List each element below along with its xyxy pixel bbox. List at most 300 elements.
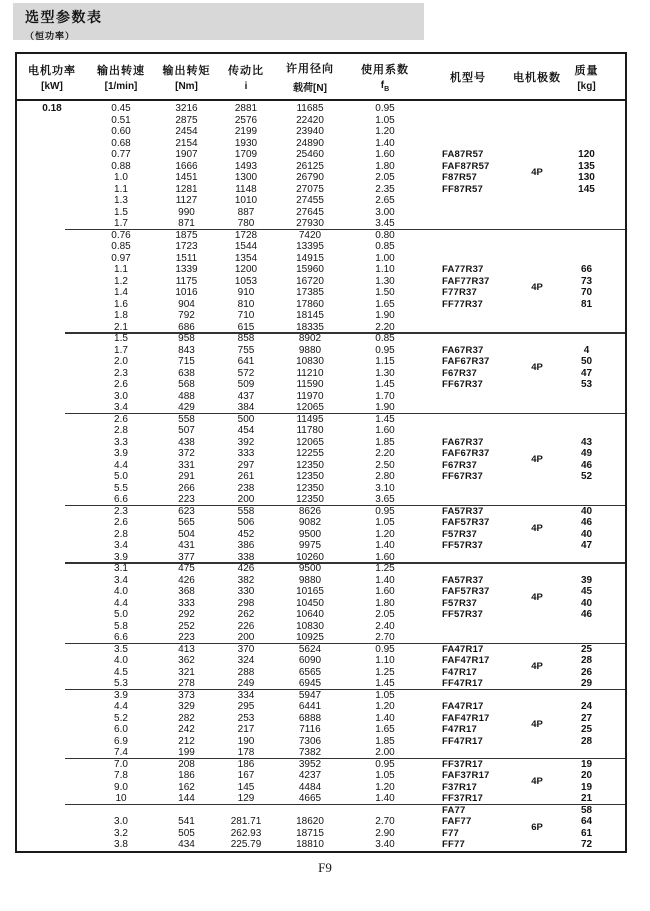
cell-model: FA57R37 (442, 505, 484, 517)
cell-motor-power (17, 575, 87, 587)
cell-service-factor: 2.20 (375, 448, 395, 459)
col-header-radial-load: 许用径向 载荷[N] (286, 62, 334, 94)
cell-ratio: 572 (237, 367, 255, 379)
cell-output-speed: 4.4 (114, 701, 128, 712)
cell-service-factor: 1.40 (375, 137, 395, 149)
cell-ratio: 2881 (234, 103, 258, 114)
cell-service-factor: 1.20 (375, 781, 395, 793)
cell-radial-load: 18335 (296, 321, 324, 333)
cell-mass (562, 425, 625, 437)
cell-motor-power (17, 724, 87, 736)
table-row (17, 563, 625, 575)
cell-motor-power (17, 207, 87, 219)
cell-mass: 52 (580, 471, 593, 482)
cell-ratio: 1728 (234, 229, 258, 241)
col-header-ratio: 传动比 i (228, 64, 264, 92)
cell-output-speed: 3.0 (114, 816, 128, 827)
cell-output-speed: 6.6 (114, 494, 128, 505)
cell-mass (562, 253, 625, 265)
cell-output-torque (155, 805, 218, 817)
cell-service-factor: 1.60 (375, 586, 395, 597)
cell-ratio (218, 805, 274, 817)
cell-mass: 40 (580, 505, 593, 517)
cell-ratio: 384 (237, 402, 255, 413)
cell-poles: 4P (531, 166, 543, 178)
cell-output-torque: 321 (178, 666, 195, 678)
cell-output-torque: 362 (178, 655, 195, 666)
cell-ratio: 500 (237, 413, 255, 425)
cell-output-speed: 3.1 (114, 563, 128, 574)
cell-output-torque: 2454 (175, 126, 198, 137)
cell-output-speed: 1.5 (114, 333, 128, 344)
cell-output-torque: 904 (178, 298, 195, 310)
cell-radial-load: 9880 (298, 574, 322, 586)
cell-service-factor: 1.80 (375, 160, 395, 172)
cell-radial-load: 26125 (296, 160, 324, 172)
cell-output-torque: 638 (178, 367, 195, 379)
cell-poles: 4P (531, 776, 543, 787)
cell-service-factor: 2.00 (375, 747, 395, 758)
cell-motor-power (17, 126, 87, 138)
cell-motor-power (17, 805, 87, 817)
cell-output-speed: 5.3 (114, 678, 128, 689)
cell-radial-load: 26790 (296, 172, 324, 183)
cell-mass: 40 (580, 597, 593, 609)
cell-mass: 47 (580, 540, 593, 551)
cell-poles: 6P (531, 822, 543, 833)
table-row (17, 621, 625, 633)
cell-output-speed: 5.0 (114, 471, 128, 482)
cell-motor-power (17, 655, 87, 667)
table-row (17, 115, 625, 127)
cell-service-factor: 2.90 (375, 827, 395, 839)
cell-model: FA67R37 (442, 436, 484, 448)
cell-model: FF47R17 (442, 678, 484, 689)
cell-output-torque: 565 (178, 517, 195, 528)
cell-service-factor: 3.45 (375, 218, 395, 229)
cell-model: FA67R37 (442, 344, 484, 356)
cell-mass (562, 126, 625, 138)
cell-radial-load: 17385 (296, 287, 324, 298)
cell-output-torque: 212 (178, 735, 195, 747)
cell-mass: 145 (578, 183, 595, 195)
cell-output-speed: 2.8 (114, 425, 128, 436)
cell-motor-power (17, 195, 87, 207)
cell-output-speed: 3.4 (114, 540, 128, 551)
cell-radial-load: 7306 (298, 735, 322, 747)
group-divider (65, 229, 625, 231)
cell-model (424, 253, 512, 265)
cell-output-torque: 429 (178, 402, 195, 413)
cell-mass: 45 (580, 586, 593, 597)
cell-service-factor: 1.05 (375, 689, 395, 701)
cell-motor-power (17, 816, 87, 828)
cell-output-torque: 331 (178, 459, 195, 471)
cell-radial-load: 12350 (296, 482, 324, 494)
cell-ratio: 370 (237, 643, 255, 655)
cell-output-speed: 4.5 (114, 666, 128, 678)
cell-output-speed: 6.0 (114, 724, 128, 735)
cell-service-factor: 1.40 (375, 793, 395, 804)
cell-service-factor: 3.10 (375, 482, 395, 494)
cell-motor-power (17, 598, 87, 610)
cell-motor-power (17, 184, 87, 196)
cell-output-torque: 431 (178, 540, 195, 551)
cell-output-torque: 434 (178, 839, 195, 850)
cell-output-speed: 3.4 (114, 402, 128, 413)
cell-motor-power (17, 253, 87, 265)
table-row (17, 736, 625, 748)
cell-ratio: 200 (237, 632, 255, 643)
cell-poles: 4P (531, 362, 543, 373)
cell-mass: 27 (580, 712, 593, 724)
cell-motor-power (17, 345, 87, 357)
cell-output-speed: 1.7 (114, 218, 128, 229)
cell-radial-load: 27930 (296, 218, 324, 229)
cell-ratio: 261 (237, 471, 255, 482)
cell-mass: 43 (580, 436, 593, 448)
cell-output-torque: 266 (178, 482, 195, 494)
cell-mass: 64 (580, 816, 593, 827)
cell-model: FF47R17 (442, 735, 484, 747)
cell-ratio: 200 (237, 494, 255, 505)
cell-output-torque: 1175 (175, 275, 198, 287)
cell-output-speed: 2.6 (114, 517, 128, 528)
cell-motor-power: 0.18 (42, 103, 62, 114)
cell-output-speed: 6.9 (114, 735, 128, 747)
cell-mass (562, 621, 625, 633)
cell-model: FAF37R17 (442, 770, 490, 781)
cell-ratio: 297 (237, 459, 255, 471)
cell-mass: 20 (580, 770, 593, 781)
cell-model: FA87R57 (442, 149, 484, 160)
cell-motor-power (17, 471, 87, 483)
cell-radial-load: 10260 (296, 551, 324, 563)
cell-model: FAF57R37 (442, 586, 490, 597)
cell-output-speed: 9.0 (114, 781, 128, 793)
cell-radial-load: 10450 (296, 597, 324, 609)
cell-ratio: 558 (237, 505, 255, 517)
cell-output-speed: 6.6 (114, 632, 128, 643)
cell-radial-load: 15960 (296, 264, 324, 275)
table-row (17, 437, 625, 449)
table-row (17, 701, 625, 713)
cell-model: FAF57R37 (442, 517, 490, 528)
cell-output-torque: 223 (178, 632, 195, 643)
cell-output-speed: 3.9 (114, 551, 128, 563)
cell-ratio: 186 (237, 758, 255, 770)
col-header-motor-power: 电机功率 [kW] (28, 64, 76, 92)
cell-service-factor: 2.65 (375, 195, 395, 206)
cell-service-factor: 2.05 (375, 172, 395, 183)
cell-mass: 61 (580, 827, 593, 839)
table-row (17, 126, 625, 138)
cell-output-speed: 0.68 (111, 137, 131, 149)
cell-output-speed: 5.0 (114, 609, 128, 620)
cell-model: FF57R37 (442, 609, 484, 620)
title-box (13, 3, 424, 40)
cell-output-speed: 5.8 (114, 620, 128, 632)
cell-ratio: 1148 (235, 183, 257, 195)
cell-radial-load: 6441 (298, 701, 322, 712)
table-row (17, 644, 625, 656)
cell-service-factor: 1.30 (375, 367, 395, 379)
cell-ratio: 298 (237, 597, 255, 609)
cell-service-factor: 0.85 (375, 333, 395, 344)
cell-model (424, 126, 512, 138)
cell-model (424, 138, 512, 150)
cell-motor-power (17, 115, 87, 127)
table-row (17, 207, 625, 219)
cell-motor-power (17, 425, 87, 437)
cell-motor-power (17, 839, 87, 851)
cell-output-torque: 1723 (175, 241, 198, 252)
cell-output-speed: 2.3 (114, 505, 128, 517)
cell-radial-load: 9082 (298, 517, 322, 528)
cell-output-torque: 438 (178, 436, 195, 448)
cell-model: FAF47R17 (442, 712, 490, 724)
cell-output-speed: 3.0 (114, 390, 128, 402)
cell-output-speed: 1.1 (114, 183, 128, 195)
cell-radial-load: 27075 (296, 183, 324, 195)
cell-output-torque: 1511 (175, 252, 198, 264)
cell-output-torque: 1907 (175, 149, 198, 160)
cell-output-speed: 3.5 (114, 643, 128, 655)
cell-model: FA77 (442, 804, 466, 816)
cell-output-torque: 291 (178, 471, 195, 482)
table-row (17, 195, 625, 207)
col-header-service-factor: 使用系数 $f_B$ (361, 63, 409, 93)
cell-output-torque: 329 (178, 701, 195, 712)
cell-output-speed: 0.85 (111, 241, 131, 252)
cell-mass: 49 (580, 448, 593, 459)
cell-radial-load: 10830 (296, 620, 324, 632)
cell-model: FA47R17 (442, 643, 484, 655)
cell-model (424, 391, 512, 403)
cell-output-torque: 1666 (175, 160, 198, 172)
cell-model (424, 195, 512, 207)
cell-service-factor: 1.90 (375, 310, 395, 321)
cell-output-torque: 377 (178, 551, 195, 563)
cell-motor-power (17, 276, 87, 288)
cell-radial-load: 11590 (296, 379, 324, 390)
cell-radial-load: 6888 (298, 712, 322, 724)
cell-output-torque: 199 (178, 747, 195, 758)
cell-mass: 40 (580, 528, 593, 540)
cell-model: F67R37 (442, 459, 477, 471)
cell-service-factor: 3.40 (375, 839, 395, 850)
cell-motor-power (17, 586, 87, 598)
cell-output-torque: 475 (178, 563, 195, 574)
cell-service-factor: 1.60 (375, 425, 395, 436)
cell-ratio: 858 (237, 333, 255, 344)
cell-mass: 26 (580, 666, 593, 678)
cell-mass: 46 (580, 517, 593, 528)
cell-ratio: 641 (237, 356, 255, 367)
cell-output-speed: 3.3 (114, 436, 128, 448)
table-row (17, 839, 625, 851)
cell-mass: 29 (580, 678, 593, 689)
row-group (17, 506, 625, 564)
cell-output-torque: 541 (178, 816, 195, 827)
cell-output-torque: 162 (178, 781, 195, 793)
group-divider (65, 562, 625, 564)
cell-service-factor: 1.85 (375, 735, 395, 747)
cell-output-torque: 333 (178, 597, 195, 609)
cell-model: FAF67R37 (442, 448, 490, 459)
cell-mass: 130 (578, 172, 595, 183)
cell-output-torque: 1281 (175, 183, 198, 195)
cell-model: FF77 (442, 839, 465, 850)
group-divider (65, 758, 625, 760)
selection-parameter-table (15, 52, 627, 853)
cell-radial-load: 6090 (298, 655, 322, 666)
group-divider (65, 804, 625, 806)
cell-model (424, 241, 512, 253)
cell-output-speed: 3.9 (114, 689, 128, 701)
cell-ratio: 334 (237, 689, 255, 701)
cell-output-speed: 4.0 (114, 586, 128, 597)
cell-motor-power (17, 667, 87, 679)
cell-output-torque: 292 (178, 609, 195, 620)
cell-service-factor: 3.00 (375, 206, 395, 218)
cell-service-factor: 0.95 (375, 103, 395, 114)
table-row (17, 310, 625, 322)
cell-output-torque: 144 (178, 793, 195, 804)
cell-radial-load: 10165 (296, 586, 324, 597)
cell-model (424, 414, 512, 426)
cell-motor-power (17, 736, 87, 748)
cell-output-torque: 186 (178, 770, 195, 781)
cell-output-speed: 1.1 (114, 264, 128, 275)
cell-model: FF67R37 (442, 379, 484, 390)
cell-motor-power (17, 828, 87, 840)
cell-ratio: 295 (237, 701, 255, 712)
cell-output-speed (87, 805, 155, 817)
cell-motor-power (17, 138, 87, 150)
row-group (17, 333, 625, 414)
cell-service-factor: 1.40 (375, 574, 395, 586)
cell-mass (562, 103, 625, 115)
cell-service-factor: 1.40 (375, 540, 395, 551)
cell-output-torque: 1127 (175, 195, 198, 206)
cell-ratio: 190 (237, 735, 255, 747)
cell-radial-load: 12065 (296, 402, 324, 413)
cell-output-torque: 504 (178, 528, 195, 540)
cell-output-speed: 7.0 (114, 758, 128, 770)
cell-ratio: 1010 (234, 195, 258, 206)
cell-ratio: 506 (237, 517, 255, 528)
cell-output-speed: 3.4 (114, 574, 128, 586)
cell-service-factor: 1.25 (375, 563, 395, 574)
cell-mass (562, 195, 625, 207)
table-row (17, 241, 625, 253)
table-row (17, 149, 625, 161)
cell-motor-power (17, 759, 87, 771)
cell-ratio: 887 (237, 206, 255, 218)
table-row (17, 345, 625, 357)
cell-motor-power (17, 770, 87, 782)
cell-model (424, 230, 512, 242)
table-row (17, 184, 625, 196)
row-group (17, 805, 625, 851)
table-body (17, 101, 625, 851)
cell-radial-load: 18145 (296, 310, 324, 321)
cell-output-speed: 1.7 (114, 344, 128, 356)
cell-motor-power (17, 690, 87, 702)
cell-ratio: 437 (237, 390, 255, 402)
cell-radial-load: 11495 (296, 413, 324, 425)
cell-mass (562, 115, 625, 127)
cell-radial-load: 12350 (296, 494, 324, 505)
cell-radial-load (274, 805, 346, 817)
cell-radial-load: 24890 (296, 137, 324, 149)
cell-output-speed: 0.60 (111, 126, 131, 137)
cell-ratio: 262 (237, 609, 255, 620)
cell-motor-power (17, 529, 87, 541)
cell-service-factor: 2.70 (375, 816, 395, 827)
cell-model: FAF67R37 (442, 356, 490, 367)
cell-ratio: 129 (237, 793, 255, 804)
table-row (17, 471, 625, 483)
cell-radial-load: 10925 (296, 632, 324, 643)
cell-model: FAF47R17 (442, 655, 490, 666)
cell-service-factor: 1.65 (375, 724, 395, 735)
cell-output-speed: 1.0 (114, 172, 128, 183)
col-header-model: 机型号 (450, 71, 486, 84)
cell-model: FAF87R57 (442, 160, 490, 172)
cell-motor-power (17, 701, 87, 713)
cell-mass: 47 (580, 367, 593, 379)
cell-service-factor: 1.45 (375, 413, 395, 425)
cell-service-factor: 2.20 (375, 321, 395, 333)
cell-mass: 25 (580, 643, 593, 655)
cell-service-factor: 1.30 (375, 275, 395, 287)
cell-output-torque: 242 (178, 724, 195, 735)
table-row (17, 575, 625, 587)
cell-radial-load: 11210 (296, 367, 324, 379)
cell-ratio: 226 (237, 620, 255, 632)
cell-output-torque: 373 (178, 689, 195, 701)
cell-output-torque: 558 (178, 413, 195, 425)
table-row (17, 540, 625, 552)
cell-mass: 46 (580, 459, 593, 471)
cell-ratio: 392 (237, 436, 255, 448)
cell-output-speed: 0.77 (111, 149, 131, 160)
cell-radial-load: 12065 (296, 436, 324, 448)
cell-motor-power (17, 448, 87, 460)
cell-service-factor: 1.40 (375, 712, 395, 724)
cell-service-factor: 1.20 (375, 126, 395, 137)
cell-model: FA57R37 (442, 574, 484, 586)
group-divider (65, 505, 625, 507)
cell-output-torque: 413 (178, 643, 195, 655)
cell-poles: 4P (531, 523, 543, 534)
cell-output-speed: 1.5 (114, 206, 128, 218)
cell-ratio: 426 (237, 563, 255, 574)
table-row (17, 483, 625, 495)
cell-ratio: 1709 (234, 149, 258, 160)
cell-radial-load: 7420 (298, 229, 322, 241)
cell-service-factor (346, 805, 424, 817)
cell-model: FAF77 (442, 816, 472, 827)
cell-motor-power (17, 356, 87, 368)
cell-mass (562, 207, 625, 219)
cell-ratio: 452 (237, 528, 255, 540)
cell-mass (562, 690, 625, 702)
cell-poles: 4P (531, 718, 543, 730)
cell-model: FF57R37 (442, 540, 484, 551)
